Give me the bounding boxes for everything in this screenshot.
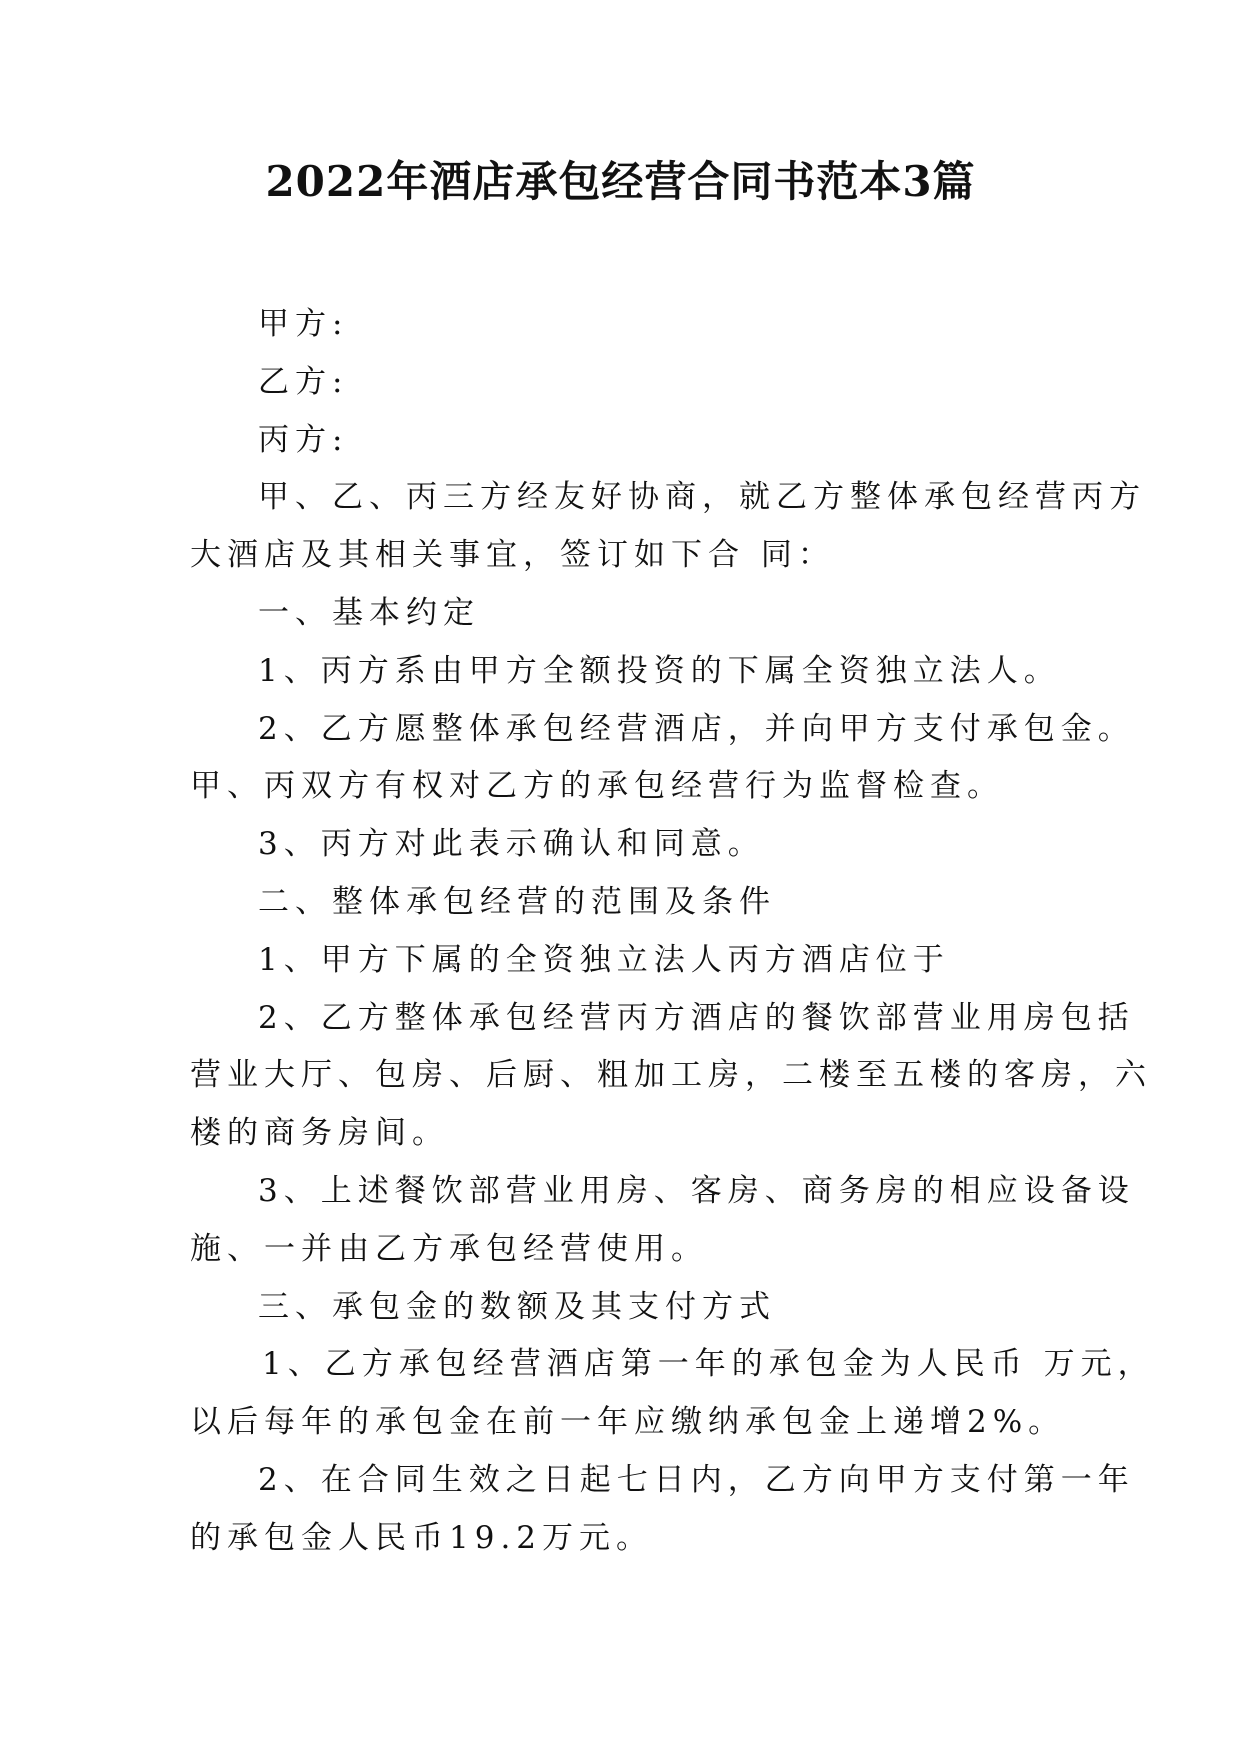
document-title: 2022年酒店承包经营合同书范本3篇 bbox=[265, 157, 976, 206]
preamble-line-2: 大酒店及其相关事宜，签订如下合 同： bbox=[190, 537, 835, 574]
clause-3-2-line-2: 的承包金人民币19.2万元。 bbox=[190, 1519, 654, 1556]
party-a-line: 甲方: bbox=[258, 306, 349, 342]
party-b-line: 乙方: bbox=[258, 363, 349, 400]
clause-2-1: 1、甲方下属的全资独立法人丙方酒店位于 bbox=[258, 941, 950, 978]
clause-3-2-line-1: 2、在合同生效之日起七日内，乙方向甲方支付第一年 bbox=[258, 1461, 1135, 1498]
clause-1-2-line-2: 甲、丙双方有权对乙方的承包经营行为监督检查。 bbox=[190, 768, 1004, 805]
clause-1-2-line-1: 2、乙方愿整体承包经营酒店，并向甲方支付承包金。 bbox=[258, 710, 1135, 747]
clause-2-2-line-2: 营业大厅、包房、后厨、粗加工房，二楼至五楼的客房，六 bbox=[190, 1057, 1152, 1094]
clause-3-1-line-2: 以后每年的承包金在前一年应缴纳承包金上递增2%。 bbox=[190, 1404, 1066, 1441]
clause-2-3-line-2: 施、一并由乙方承包经营使用。 bbox=[190, 1230, 708, 1267]
clause-2-2-line-3: 楼的商务房间。 bbox=[190, 1115, 449, 1152]
party-c-line: 丙方: bbox=[258, 421, 349, 458]
clause-3-1-line-1: 1、乙方承包经营酒店第一年的承包金为人民币 万元， bbox=[262, 1346, 1155, 1383]
clause-1-1: 1、丙方系由甲方全额投资的下属全资独立法人。 bbox=[258, 652, 1061, 689]
section-heading-2: 二、整体承包经营的范围及条件 bbox=[258, 883, 776, 920]
preamble-line-1: 甲、乙、丙三方经友好协商，就乙方整体承包经营丙方 bbox=[258, 479, 1146, 516]
document-body bbox=[190, 296, 1155, 1568]
clause-2-2-line-1: 2、乙方整体承包经营丙方酒店的餐饮部营业用房包括 bbox=[258, 999, 1135, 1036]
section-heading-3: 三、承包金的数额及其支付方式 bbox=[258, 1288, 776, 1325]
clause-1-3: 3、丙方对此表示确认和同意。 bbox=[258, 826, 765, 863]
clause-2-3-line-1: 3、上述餐饮部营业用房、客房、商务房的相应设备设 bbox=[258, 1172, 1135, 1209]
section-heading-1: 一、基本约定 bbox=[258, 594, 480, 631]
